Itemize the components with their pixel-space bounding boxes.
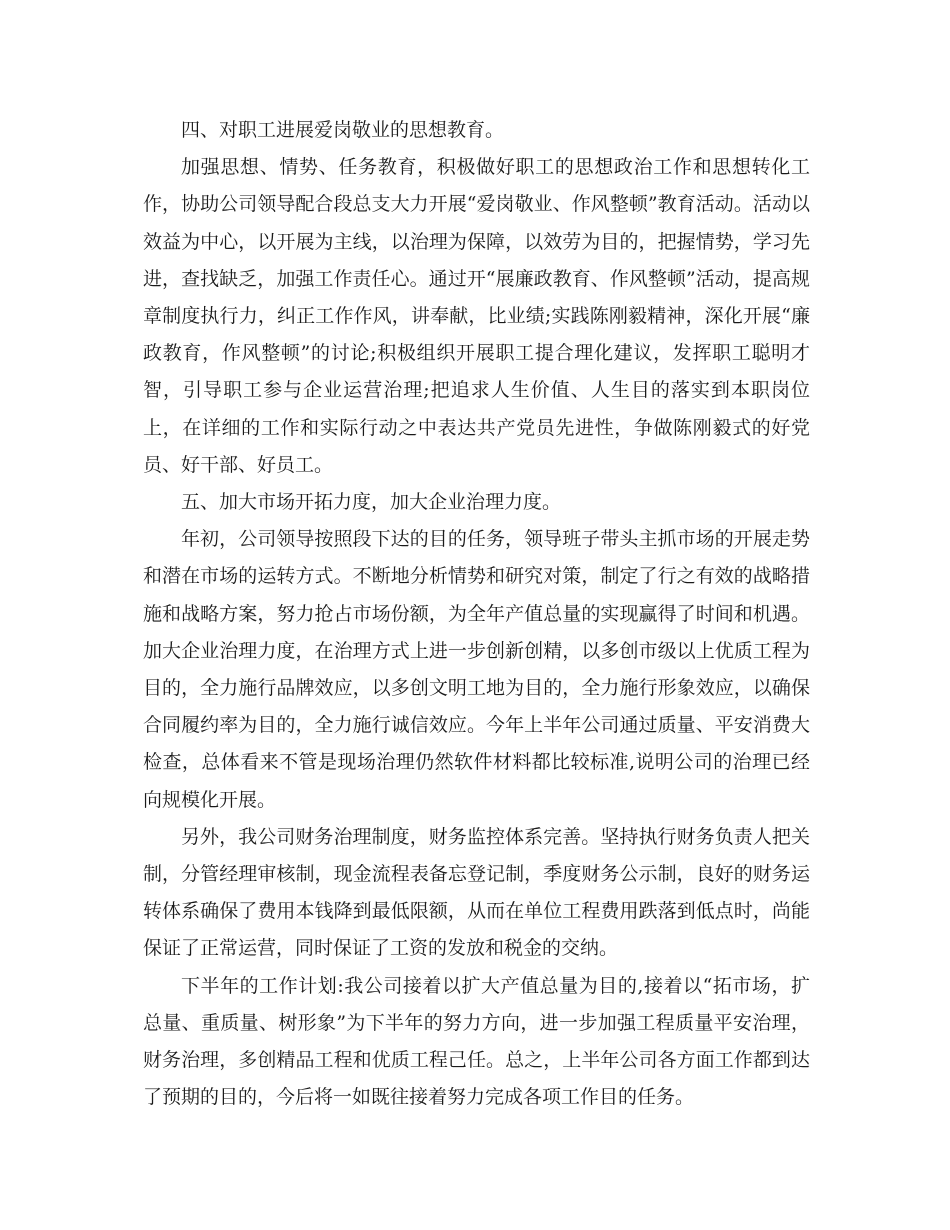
document-body [143,112,810,1116]
paragraph-work-plan: 下半年的工作计划:我公司接着以扩大产值总量为目的,接着以“拓市场，扩总量、重质量、树形象”为下半年的努力方向，进一步加强工程质量平安治理，财务治理，多创精品工程和优质工程己任。总之，上半年公司各方面工作都到达了预期的目的，今后将一如既往接着努力完成各项工作目的任务。 [143,974,810,1109]
paragraph-market-management: 年初，公司领导按照段下达的目的任务，领导班子带头主抓市场的开展走势和潜在市场的运转方式。不断地分析情势和研究对策，制定了行之有效的战略措施和战略方案，努力抢占市场份额，为全年产值总量的实现赢得了时间和机遇。加大企业治理力度，在治理方式上进一步创新创精，以多创市级以上优质工程为目的，全力施行品牌效应，以多创文明工地为目的，全力施行形象效应，以确保合同履约率为目的，全力施行诚信效应。今年上半年公司通过质量、平安消费大检查，总体看来不管是现场治理仍然软件材料都比较标准,说明公司的治理已经向规模化开展。 [143,528,810,811]
section-heading-5: 五、加大市场开拓力度，加大企业治理力度。 [181,491,562,514]
paragraph-financial-management: 另外，我公司财务治理制度，财务监控体系完善。坚持执行财务负责人把关制，分管经理审核制，现金流程表备忘登记制，季度财务公示制，良好的财务运转体系确保了费用本钱降到最低限额，从而在单位工程费用跌落到低点时，尚能保证了正常运营，同时保证了工资的发放和税金的交纳。 [143,825,810,960]
section-heading-4: 四、对职工进展爱岗敬业的思想教育。 [181,119,505,141]
paragraph-ideological-education: 加强思想、情势、任务教育，积极做好职工的思想政治工作和思想转化工作，协助公司领导配合段总支大力开展“爱岗敬业、作风整顿”教育活动。活动以效益为中心，以开展为主线，以治理为保障，以效劳为目的，把握情势，学习先进，查找缺乏，加强工作责任心。通过开“展廉政教育、作风整顿”活动，提高规章制度执行力，纠正工作作风，讲奉献，比业绩;实践陈刚毅精神，深化开展“廉政教育，作风整顿”的讨论;积极组织开展职工提合理化建议，发挥职工聪明才智，引导职工参与企业运营治理;把追求人生价值、人生目的落实到本职岗位上，在详细的工作和实际行动之中表达共产党员先进性，争做陈刚毅式的好党员、好干部、好员工。 [143,156,810,476]
